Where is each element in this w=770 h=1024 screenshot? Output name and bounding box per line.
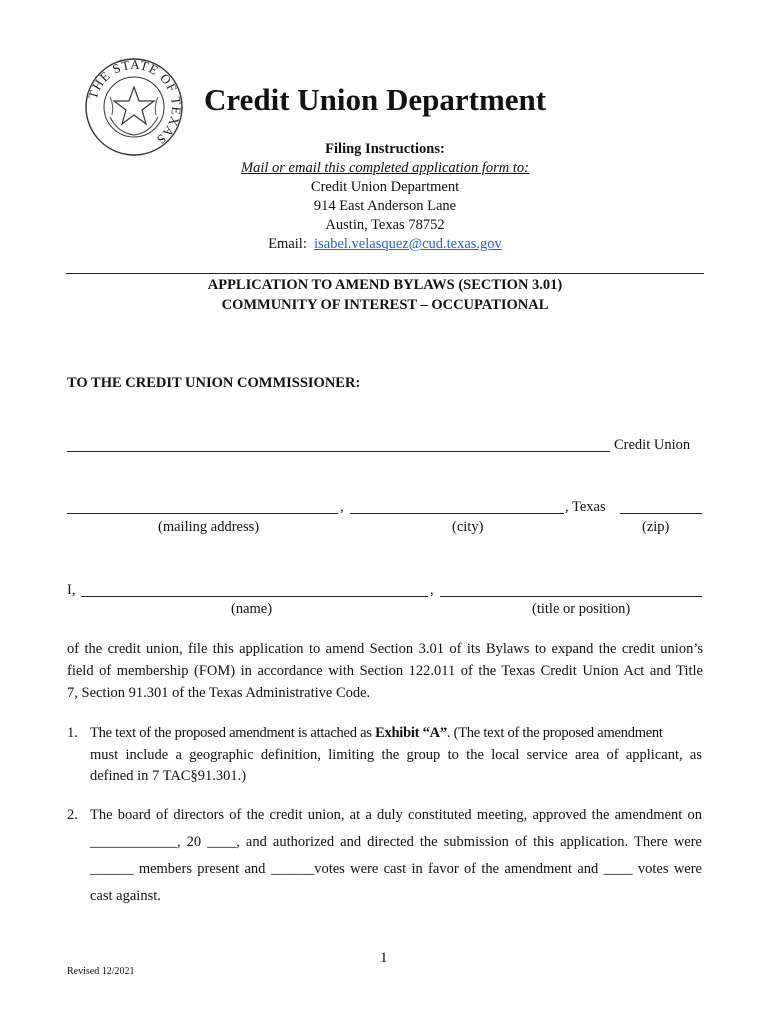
address-line-1: Credit Union Department — [310, 179, 460, 195]
comma-2: , — [430, 582, 434, 598]
item2-line-4: cast against. — [90, 888, 161, 904]
intro-line-2: field of membership (FOM) in accordance with Section 122.011 of the Texas Credit Union Act and Title — [67, 663, 703, 679]
mailing-address-field[interactable] — [67, 501, 338, 514]
city-label: (city) — [452, 519, 484, 535]
revised-date: Revised 12/2021 — [67, 966, 135, 977]
item2-line-1: The board of directors of the credit union, at a duly constituted meeting, approved the amendment on — [90, 807, 702, 823]
i-prefix: I, — [67, 582, 76, 598]
title-field[interactable] — [440, 584, 702, 597]
intro-line-1: of the credit union, file this application to amend Section 3.01 of its Bylaws to expand the credit union’s — [67, 641, 703, 657]
intro-line-3: 7, Section 91.301 of the Texas Administrative Code. — [67, 685, 371, 701]
page-title: Credit Union Department — [204, 82, 547, 117]
city-field[interactable] — [350, 501, 564, 514]
email-label: Email: — [268, 236, 307, 252]
item1-line-3: defined in 7 TAC§91.301.) — [90, 768, 247, 784]
mail-instruction-text: Mail or email this completed application form to: — [241, 160, 529, 176]
svg-text:THE STATE OF TEXAS: THE STATE OF TEXAS — [84, 57, 184, 149]
item1-text-c: . (The text of the proposed amendment — [446, 725, 663, 741]
credit-union-label: Credit Union — [614, 437, 691, 453]
mailing-address-label: (mailing address) — [158, 519, 260, 535]
zip-field[interactable] — [620, 501, 702, 514]
form-heading-1: APPLICATION TO AMEND BYLAWS (SECTION 3.01) — [207, 277, 563, 293]
texas-label: , Texas — [565, 499, 606, 515]
form-heading-2: COMMUNITY OF INTEREST – OCCUPATIONAL — [221, 297, 549, 313]
item2-line-2: ____________, 20 ____, and authorized and directed the submission of this application. There were — [90, 834, 702, 850]
mail-instruction — [0, 160, 770, 177]
header-divider — [66, 273, 704, 274]
item1-line-1 — [90, 723, 702, 745]
address-line-3: Austin, Texas 78752 — [325, 217, 445, 233]
filing-instructions-heading: Filing Instructions: — [325, 141, 445, 157]
name-label: (name) — [231, 601, 273, 617]
comma: , — [340, 499, 344, 515]
item1-number: 1. — [67, 725, 78, 741]
credit-union-name-field[interactable] — [67, 439, 610, 452]
address-line-2: 914 East Anderson Lane — [313, 198, 457, 214]
item2-number: 2. — [67, 807, 78, 823]
page-number: 1 — [380, 950, 388, 966]
item1-text-a: The text of the proposed amendment is attached as — [90, 725, 376, 741]
email-line — [0, 236, 770, 253]
item1-line-2: must include a geographic definition, limiting the group to the local service area of applicant, as — [90, 747, 702, 763]
name-field[interactable] — [81, 584, 428, 597]
zip-label: (zip) — [642, 519, 670, 535]
email-link[interactable]: isabel.velasquez@cud.texas.gov — [314, 236, 502, 252]
addressee: TO THE CREDIT UNION COMMISSIONER: — [67, 375, 361, 391]
item2-line-3: ______ members present and ______votes were cast in favor of the amendment and ____ votes were — [90, 861, 702, 877]
title-label: (title or position) — [532, 601, 631, 617]
exhibit-a-label: Exhibit “A” — [375, 725, 447, 741]
